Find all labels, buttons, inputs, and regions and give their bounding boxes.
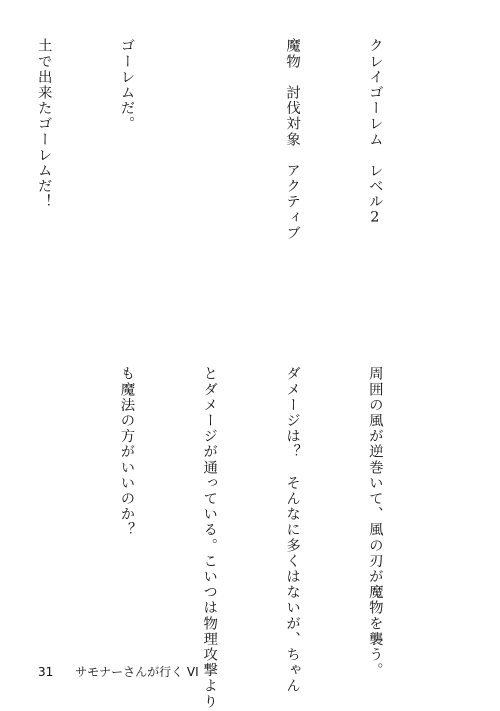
page-number: 31 (38, 665, 54, 679)
text-line: ダメージは？ そんなに多くはないが、ちゃん (284, 366, 301, 694)
text-line (29, 366, 57, 628)
text-line: 周囲の風が逆巻いて、風の刃が魔物を襲う。 (366, 366, 383, 678)
text-line: とダメージが通っている。こいつは物理攻撃より (201, 366, 218, 710)
book-title: サモナーさんが行く VI (75, 665, 199, 679)
text-line: 魔物 討伐対象 アクティブ (284, 38, 301, 241)
text-line: クレイゴーレム レベル2 (366, 38, 383, 227)
text-line: も魔法の方がいいのか？ (118, 366, 135, 538)
text-line: ゴーレムだ。 (118, 38, 135, 132)
page-footer (38, 663, 199, 680)
text-line (195, 38, 223, 300)
text-line: 土で出来たゴーレムだ！ (35, 38, 52, 210)
text-block-top (35, 38, 443, 300)
